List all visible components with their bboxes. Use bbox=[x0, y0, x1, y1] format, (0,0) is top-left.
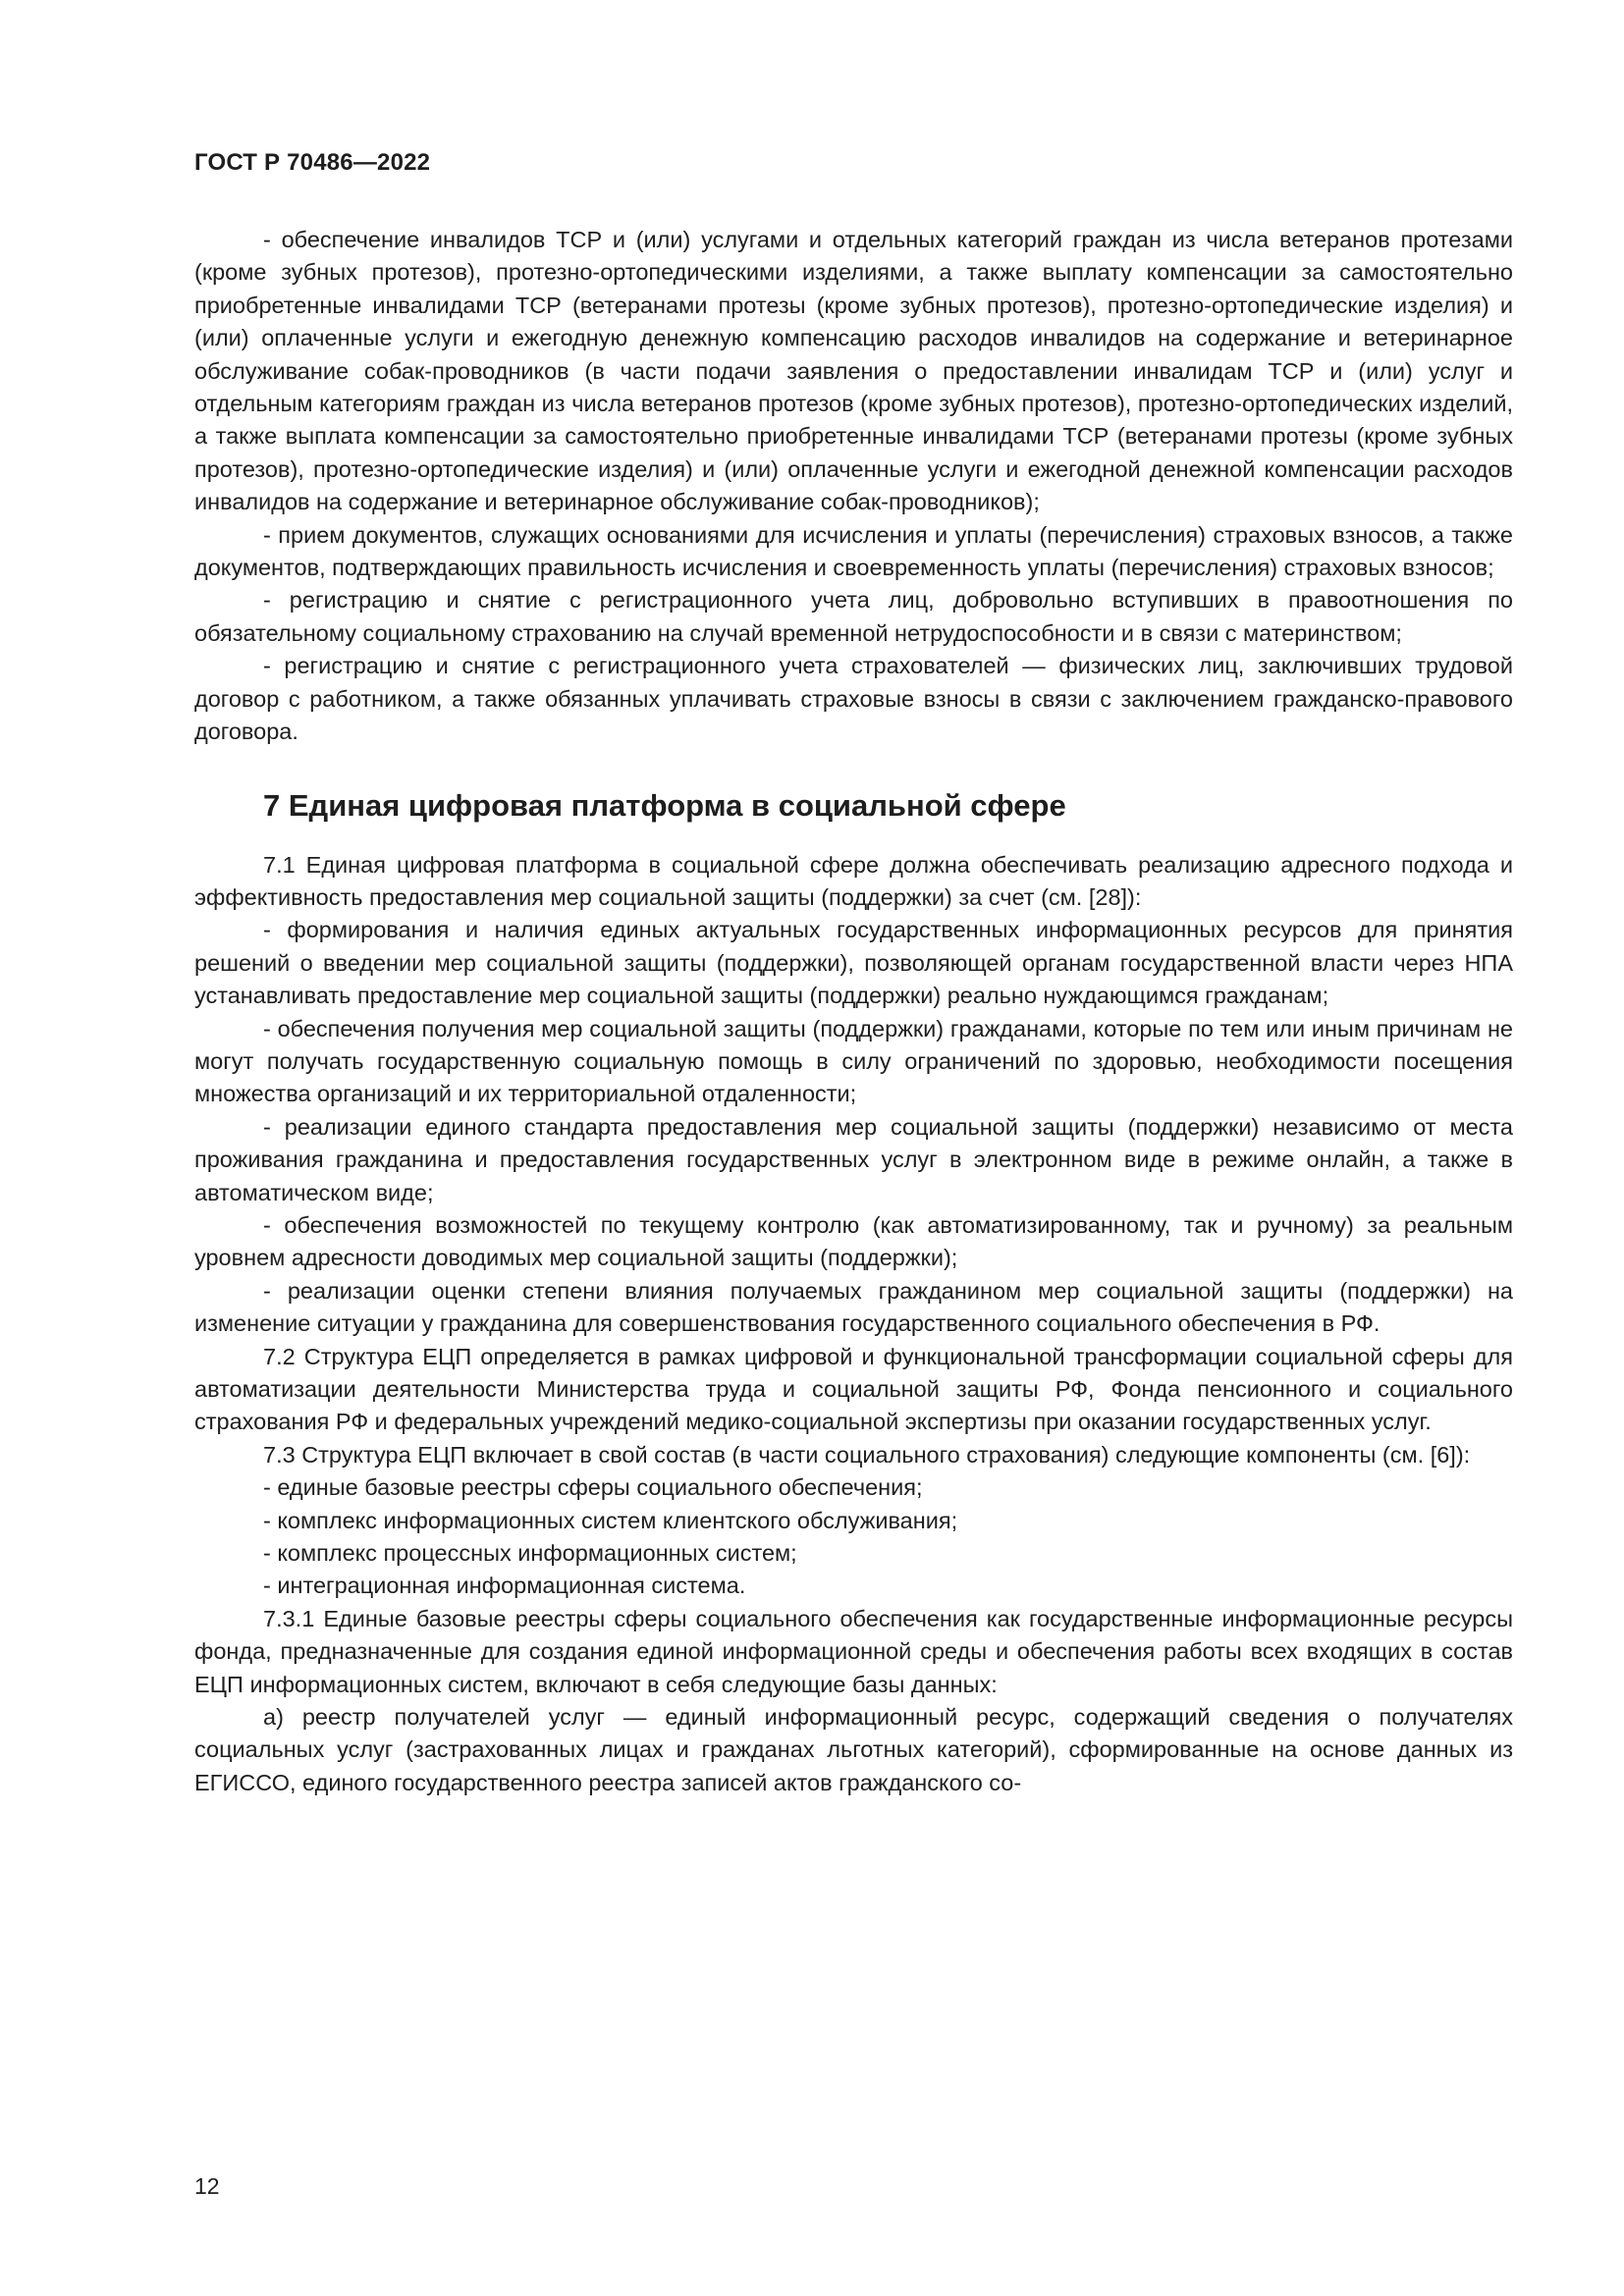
document-body bbox=[194, 224, 1513, 1799]
list-item: - интеграционная информационная система. bbox=[263, 1573, 746, 1599]
paragraph: - реализации оценки степени влияния получаемых гражданином мер социальной защиты (поддержки) на изменение ситуации у гражданина для совершенствования государственного социального обеспечения в РФ. bbox=[194, 1277, 1513, 1337]
paragraph: - реализации единого стандарта предоставления мер социальной защиты (поддержки) независимо от места проживания гражданина и предоставления государственных услуг в электронном виде в режиме онлайн, а также в автоматическом виде; bbox=[194, 1113, 1513, 1205]
list-item: - единые базовые реестры сферы социального обеспечения; bbox=[263, 1474, 923, 1501]
paragraph: а) реестр получателей услуг — единый информационный ресурс, содержащий сведения о получателях социальных услуг (застрахованных лицах и гражданах льготных категорий), сформированные на основе данных из ЕГИССО, единого государственного реестра записей актов гражданского со- bbox=[194, 1704, 1513, 1795]
list-item: - комплекс информационных систем клиентского обслуживания; bbox=[263, 1507, 958, 1533]
paragraph: 7.3.1 Единые базовые реестры сферы социального обеспечения как государственные информационные ресурсы фонда, предназначенные для создания единой информационной среды и обеспечения работы всех входящих в состав ЕЦП информационных систем, включают в себя следующие базы данных: bbox=[194, 1605, 1513, 1697]
paragraph: - регистрацию и снятие с регистрационного учета страхователей — физических лиц, заключивших трудовой договор с работником, а также обязанных уплачивать страховые взносы в связи с заключением гражданско-правового договора. bbox=[194, 653, 1513, 745]
page-number: 12 bbox=[194, 2173, 220, 2199]
paragraph: 7.1 Единая цифровая платформа в социальной сфере должна обеспечивать реализацию адресного подхода и эффективность предоставления мер социальной защиты (поддержки) за счет (см. [28]): bbox=[194, 851, 1513, 910]
section-heading: 7 Единая цифровая платформа в социальной сфере bbox=[263, 787, 1066, 823]
paragraph: - обеспечение инвалидов ТСР и (или) услугами и отдельных категорий граждан из числа ветеранов протезами (кроме зубных протезов), протезно-ортопедическими изделиями, а также выплату компенсации за самостоятельно приобретенные инвалидами ТСР (ветеранами протезы (кроме зубных протезов), протезно-ортопедические изделия) и (или) оплаченные услуги и ежегодную денежную компенсацию расходов инвалидов на содержание и ветеринарное обслуживание собак-проводников (в части подачи заявления о предоставлении инвалидам ТСР и (или) услуг и отдельным категориям граждан из числа ветеранов протезов (кроме зубных протезов), протезно-ортопедических изделий, а также выплата компенсации за самостоятельно приобретенные инвалидами ТСР (ветеранами протезы (кроме зубных протезов), протезно-ортопедические изделия) и (или) оплаченные услуги и ежегодной денежной компенсации расходов инвалидов на содержание и ветеринарное обслуживание собак-проводников); bbox=[194, 227, 1513, 515]
paragraph: - прием документов, служащих основаниями для исчисления и уплаты (перечисления) страховых взносов, а также документов, подтверждающих правильность исчисления и своевременность уплаты (перечисления) страховых взносов; bbox=[194, 521, 1513, 581]
paragraph: 7.3 Структура ЕЦП включает в свой состав (в части социального страхования) следующие компоненты (см. [6]): bbox=[263, 1441, 1471, 1468]
paragraph: - формирования и наличия единых актуальных государственных информационных ресурсов для принятия решений о введении мер социальной защиты (поддержки), позволяющей органам государственной власти через НПА устанавливать предоставление мер социальной защиты (поддержки) реально нуждающимся гражданам; bbox=[194, 917, 1513, 1009]
list-item: - комплекс процессных информационных систем; bbox=[263, 1540, 797, 1567]
paragraph: - регистрацию и снятие с регистрационного учета лиц, добровольно вступивших в правоотношения по обязательному социальному страхованию на случай временной нетрудоспособности и в связи с материнством; bbox=[194, 587, 1513, 646]
paragraph: 7.2 Структура ЕЦП определяется в рамках цифровой и функциональной трансформации социальной сферы для автоматизации деятельности Министерства труда и социальной защиты РФ, Фонда пенсионного и социального страхования РФ и федеральных учреждений медико-социальной экспертизы при оказании государственных услуг. bbox=[194, 1343, 1513, 1435]
paragraph: - обеспечения получения мер социальной защиты (поддержки) гражданами, которые по тем или иным причинам не могут получать государственную социальную помощь в силу ограничений по здоровью, необходимости посещения множества организаций и их территориальной отдаленности; bbox=[194, 1015, 1513, 1107]
document-header: ГОСТ Р 70486—2022 bbox=[194, 149, 431, 176]
paragraph: - обеспечения возможностей по текущему контролю (как автоматизированному, так и ручному) за реальным уровнем адресности доводимых мер социальной защиты (поддержки); bbox=[194, 1211, 1513, 1271]
